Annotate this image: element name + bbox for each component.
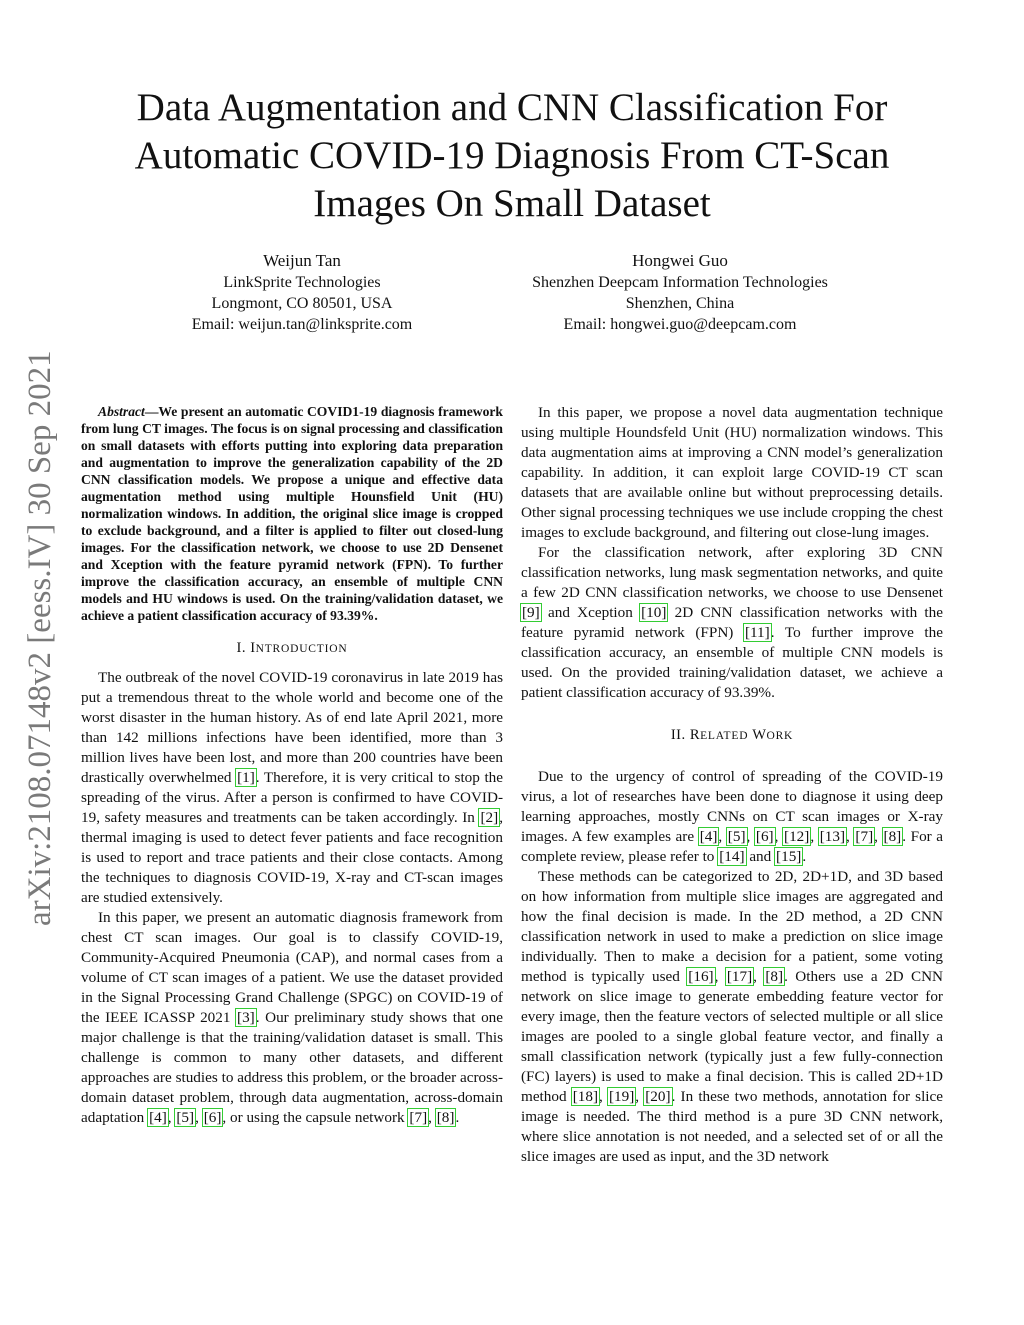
section-title-rest: ELATED (700, 730, 749, 742)
citation-link[interactable]: [2] (480, 809, 499, 826)
text-run: , (718, 828, 727, 845)
citation-link[interactable]: [6] (203, 1109, 222, 1126)
text-run: and (745, 848, 776, 865)
text-run: , (774, 828, 784, 845)
section-initial: R (689, 727, 701, 743)
text-run: , (428, 1109, 436, 1126)
citation-link[interactable]: [4] (149, 1109, 167, 1126)
citation-link[interactable]: [8] (436, 1109, 455, 1126)
citation-link[interactable]: [7] (855, 828, 874, 845)
text-run: , (846, 828, 855, 845)
intro-paragraph-1 (81, 668, 503, 908)
citation-link[interactable]: [10] (641, 604, 667, 621)
text-run: , (753, 968, 765, 985)
author-name: Weijun Tan (263, 251, 341, 270)
citation-link[interactable]: [11] (744, 624, 770, 641)
citation-link[interactable]: [8] (883, 828, 902, 845)
text-run: , (599, 1088, 608, 1105)
text-run: In this paper, we present an automatic diagnosis framework from chest CT scan images. Our goal is to classify COVID-19, Community-Acquired Pneumonia (CAP), and normal cases from a volume of CT scan images of a patient. We use the dataset provided in the Signal Processing Grand Challenge (SPGC) on COVID-19 of the IEEE ICASSP 2021 (81, 909, 503, 1026)
text-run: Due to the urgency of control of spreading of the COVID-19 virus, a lot of researches have been done to diagnose it using deep learning approaches, mostly CNNs on CT scan images or X-ray images. A few examples are (521, 768, 943, 845)
citation-link[interactable]: [1] (237, 769, 255, 786)
intro-paragraph-2 (81, 908, 503, 1128)
text-run: and Xception (540, 604, 641, 621)
text-run: These methods can be categorized to 2D, 2D+1D, and 3D based on how information from multiple slice images are aggregated and how the final decision is made. In the 2D method, a 2D CNN classification network in used to make a prediction on slice image individually. Then to make a decision for a patient, some voting method is typically used (521, 868, 943, 985)
citation-link[interactable]: [9] (522, 604, 540, 621)
author-email[interactable]: Email: weijun.tan@linksprite.com (191, 316, 413, 333)
text-run: For the classification network, after exploring 3D CNN classification networks, lung mask segmentation networks, and quite a few 2D CNN classification networks, we choose to use Densenet (521, 544, 943, 601)
section-numeral: I. (236, 640, 247, 656)
related-paragraph-1 (521, 767, 943, 867)
text-run: . To further improve the classification accuracy, an ensemble of multiple CNN models is used. On the provided training/validation dataset, we achieve a patient classification accuracy of 93.39%. (521, 624, 943, 701)
citation-link[interactable]: [6] (755, 828, 774, 845)
text-run: . Our preliminary study shows that one major challenge is that the training/validation dataset is small. This challenge is common to many other datasets, and different approaches are studies to address this problem, or the broader across-domain dataset problem, through data augmentation, across-domain adaptation (81, 1009, 504, 1126)
title-line-1: Data Augmentation and CNN Classification For (136, 86, 888, 129)
left-column (81, 403, 503, 1128)
section-title-rest: NTRODUCTION (255, 643, 348, 655)
text-run: , (810, 828, 819, 845)
citation-link[interactable]: [17] (726, 968, 753, 985)
text-run: 2D CNN classification networks with the feature pyramid network (FPN) (521, 604, 943, 641)
citation-link[interactable]: [20] (645, 1088, 671, 1105)
abstract (81, 403, 503, 624)
text-run: The outbreak of the novel COVID-19 coronavirus in late 2019 has put a tremendous threat to the whole world and become one of the worst disaster in the human history. As of end late April 2021, more than 142 millions infections have been identified, more than 3 million lives have been lost, and more than 200 countries have been drastically overwhelmed (81, 669, 503, 786)
citation-link[interactable]: [19] (608, 1088, 635, 1105)
section-initial: I (250, 640, 256, 656)
right-column (521, 403, 943, 1167)
text-run: . Therefore, it is very critical to stop the spreading of the virus. After a person is confirmed to have COVID-19, safety measures and treatments can be taken accordingly. In (81, 769, 503, 826)
author-email[interactable]: Email: hongwei.guo@deepcam.com (563, 316, 797, 333)
related-paragraph-2 (521, 867, 943, 1167)
citation-link[interactable]: [5] (176, 1109, 195, 1126)
text-run: . In these two methods, annotation for slice image is needed. The third method is a pure 3D CNN network, where slice annotation is not needed, and a selected set of or all the slice images are used as input, and the 3D network (521, 1088, 943, 1165)
section-initial: W (752, 727, 767, 743)
arxiv-stamp: arXiv:2108.07148v2 [eess.IV] 30 Sep 2021 (22, 350, 58, 926)
text-run: . (455, 1109, 460, 1126)
section-title-rest: ORK (766, 730, 794, 742)
citation-link[interactable]: [13] (819, 828, 846, 845)
text-run: . (802, 848, 807, 865)
citation-link[interactable]: [12] (784, 828, 810, 845)
abstract-text: —We present an automatic COVID1-19 diagnosis framework from lung CT images. The focus is on signal processing and classification on small datasets with efforts putting into exploring data preparation and augmentation to improve the generalization capability of the 2D CNN classification models. We propose a unique and effective data augmentation method using multiple Hounsfield Unit (HU) normalization windows. In addition, the original slice image is cropped to exclude background, and a filter is applied to filter out closed-lung images. For the classification network, we choose to use 2D Densenet and Xception with the feature pyramid network (FPN). To further improve the classification accuracy, an ensemble of multiple CNN models and HU windows is used. On the training/validation dataset, we achieve a patient classification accuracy of 93.39%. (81, 404, 503, 623)
text-run: , (746, 828, 755, 845)
right-paragraph-2 (521, 543, 943, 703)
section-heading-related-work (521, 725, 943, 746)
text-run: , (195, 1109, 203, 1126)
text-run: , or using the capsule network (222, 1109, 409, 1126)
author-block-1 (92, 250, 512, 335)
citation-link[interactable]: [7] (409, 1109, 428, 1126)
citation-link[interactable]: [8] (765, 968, 784, 985)
section-numeral: II. (670, 727, 686, 743)
citation-link[interactable]: [18] (572, 1088, 599, 1105)
author-location: Longmont, CO 80501, USA (211, 295, 393, 312)
text-run: . Others use a 2D CNN network on slice image to generate embedding feature vector for every image, then the feature vectors of selected multiple or all slice images are pooled to a single global feature vector, and finally a small classification network (typically just a few fully-connection (FC) layers) is used to make a final decision. This is called 2D+1D method (521, 968, 944, 1105)
paper-title (0, 84, 1024, 228)
text-run: , (874, 828, 883, 845)
text-run: , (635, 1088, 645, 1105)
author-name: Hongwei Guo (632, 251, 728, 270)
citation-link[interactable]: [15] (776, 848, 802, 865)
text-run: . For a complete review, please refer to (521, 828, 944, 865)
title-line-3: Images On Small Dataset (313, 182, 711, 225)
citation-link[interactable]: [14] (719, 848, 745, 865)
author-affiliation: LinkSprite Technologies (223, 274, 381, 291)
author-affiliation: Shenzhen Deepcam Information Technologies (532, 274, 828, 291)
text-run: , (167, 1109, 176, 1126)
author-block-2 (470, 250, 890, 335)
citation-link[interactable]: [16] (688, 968, 714, 985)
abstract-label: Abstract (98, 404, 145, 419)
right-paragraph-1: In this paper, we propose a novel data augmentation technique using multiple Houndsfeld Unit (HU) normalization windows. This data augmentation aims at improving a CNN model’s generalization capability. In addition, it can exploit large COVID-19 CT scan datasets that are available online but without preprocessing details. Other signal processing techniques we use include cropping the chest images to exclude background, and filtering out close-lung images. (521, 404, 943, 541)
citation-link[interactable]: [4] (699, 828, 718, 845)
citation-link[interactable]: [5] (727, 828, 746, 845)
author-location: Shenzhen, China (625, 295, 735, 312)
text-run: , (714, 968, 726, 985)
title-line-2: Automatic COVID-19 Diagnosis From CT-Scan (134, 134, 890, 177)
text-run: , thermal imaging is used to detect fever patients and face recognition is used to report and trace patients and their close contacts. Among the techniques to diagnosis COVID-19, X-ray and CT-scan images are studied extensively. (81, 809, 503, 906)
citation-link[interactable]: [3] (237, 1009, 255, 1026)
section-heading-introduction (81, 638, 503, 659)
